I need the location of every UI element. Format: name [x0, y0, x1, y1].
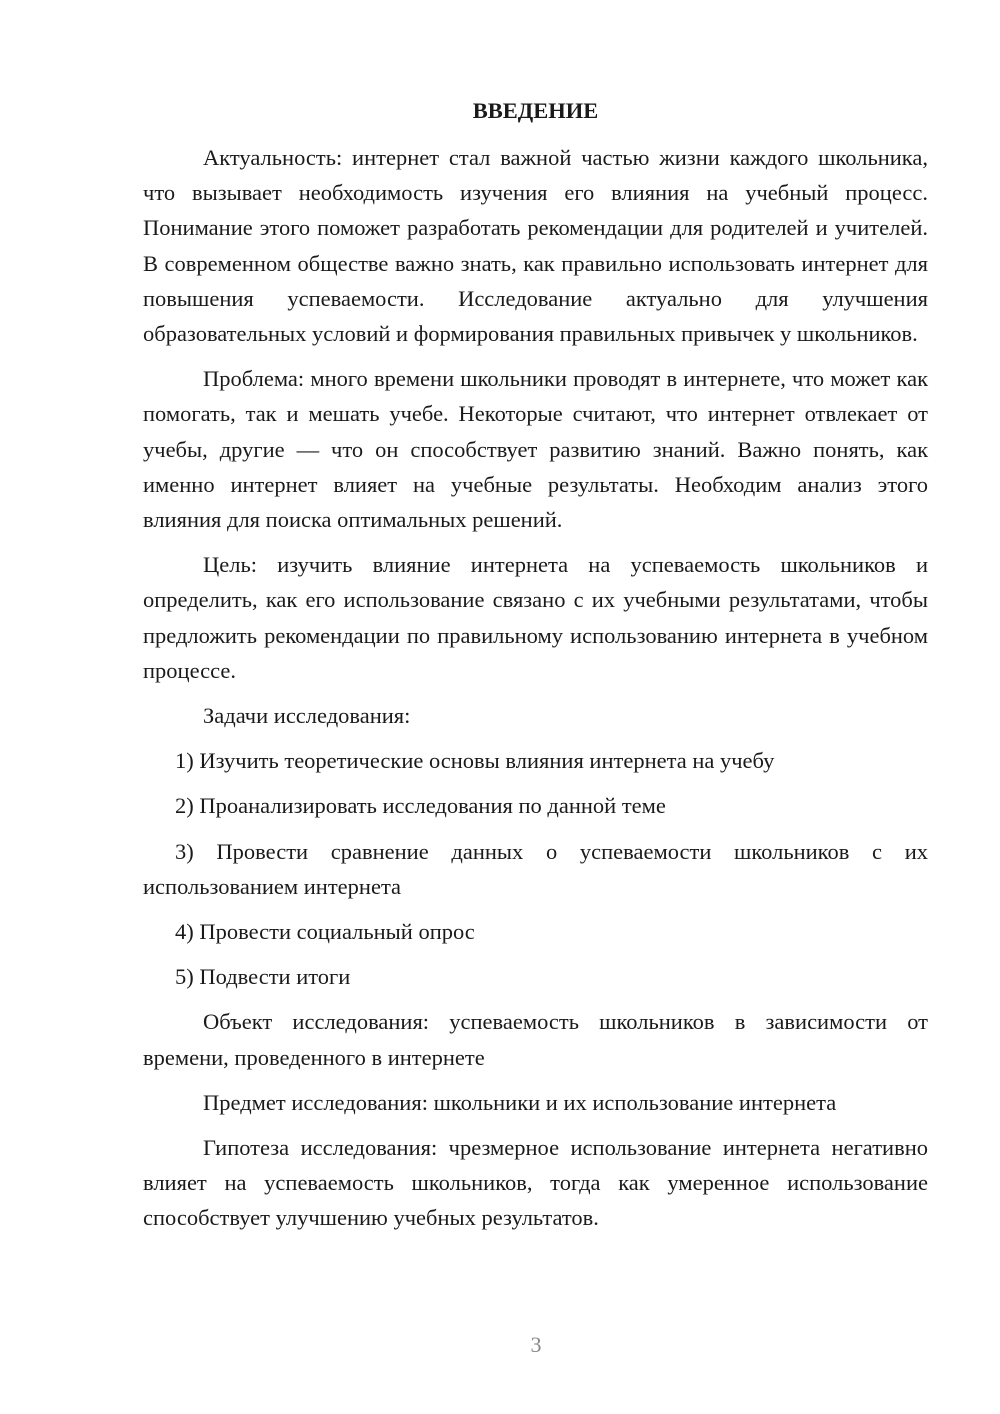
task-item: 2) Проанализировать исследования по данной теме: [175, 793, 666, 819]
task-item: 5) Подвести итоги: [175, 964, 351, 990]
page-content: [143, 92, 928, 1246]
task-item: 4) Провести социальный опрос: [175, 919, 475, 945]
relevance-paragraph: Актуальность: интернет стал важной частью жизни каждого школьника, что вызывает необходимость изучения его влияния на учебный процесс. Понимание этого поможет разработать рекомендации для родителей и учителей. В современном обществе важно знать, как правильно использовать интернет для повышения успеваемости. Исследование актуально для улучшения образовательных условий и формирования правильных привычек у школьников.: [143, 145, 928, 347]
section-heading: ВВЕДЕНИЕ: [472, 98, 599, 123]
problem-paragraph: Проблема: много времени школьники проводят в интернете, что может как помогать, так и мешать учебе. Некоторые считают, что интернет отвлекает от учебы, другие — что он способствует развитию знаний. Важно понять, как именно интернет влияет на учебные результаты. Необходим анализ этого влияния для поиска оптимальных решений.: [143, 366, 928, 533]
hypothesis-paragraph: Гипотеза исследования: чрезмерное использование интернета негативно влияет на успеваемость школьников, тогда как умеренное использование способствует улучшению учебных результатов.: [143, 1135, 928, 1231]
task-item: 3) Провести сравнение данных о успеваемости школьников с их использованием интернета: [143, 838, 928, 899]
subject-paragraph: Предмет исследования: школьники и их использование интернета: [203, 1089, 837, 1115]
task-item: 1) Изучить теоретические основы влияния интернета на учебу: [175, 748, 775, 774]
goal-paragraph: Цель: изучить влияние интернета на успеваемость школьников и определить, как его использование связано с их учебными результатами, чтобы предложить рекомендации по правильному использованию интернета в учебном процессе.: [143, 552, 928, 683]
page-number: 3: [530, 1332, 542, 1357]
tasks-title: Задачи исследования:: [203, 703, 411, 729]
object-paragraph: Объект исследования: успеваемость школьников в зависимости от времени, проведенного в интернете: [143, 1009, 928, 1070]
